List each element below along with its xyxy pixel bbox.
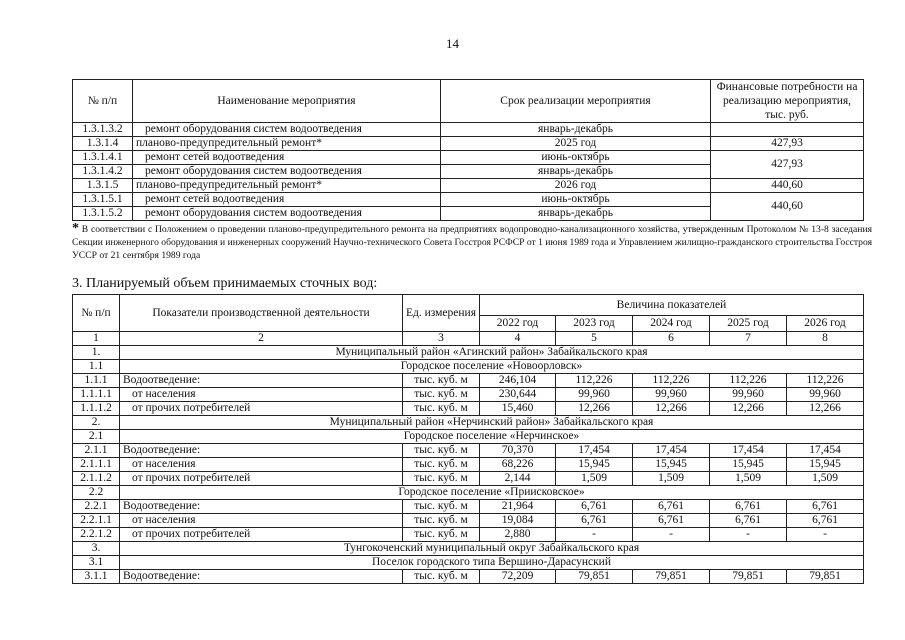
events-table (72, 79, 864, 221)
table-row (73, 151, 864, 165)
cell-num: 1.1.1.2 (73, 402, 120, 416)
cell-value: 6,761 (556, 500, 633, 514)
cell-value: 15,460 (480, 402, 556, 416)
section-title: 3. Планируемый объем принимаемых сточных вод: (72, 276, 378, 291)
cell-num: 1.1.1 (73, 374, 120, 388)
cell-num: 1.3.1.5.2 (73, 207, 133, 221)
cell-num: 3. (73, 542, 120, 556)
cell-value: 79,851 (556, 570, 633, 584)
col-num: 3 (403, 332, 480, 346)
cell-value: 6,761 (633, 500, 710, 514)
cell-value: 230,644 (480, 388, 556, 402)
cell-unit: тыс. куб. м (403, 472, 480, 486)
cell-num: 2. (73, 416, 120, 430)
cell-unit: тыс. куб. м (403, 570, 480, 584)
cell-value: 99,960 (710, 388, 787, 402)
cell-value: 1,509 (633, 472, 710, 486)
table-row (73, 402, 864, 416)
cell-num: 3.1.1 (73, 570, 120, 584)
cell-num: 3.1 (73, 556, 120, 570)
group-label: Городское поселение «Новоорловск» (120, 360, 864, 374)
cell-num: 2.2.1 (73, 500, 120, 514)
footnote-star: * (72, 221, 79, 236)
cell-unit: тыс. куб. м (403, 458, 480, 472)
cell-term: январь-декабрь (441, 165, 711, 179)
cell-indicator: Водоотведение: (120, 570, 403, 584)
header-year: 2023 год (556, 316, 633, 332)
cell-finance: 427,93 (711, 151, 864, 179)
cell-value: 112,226 (556, 374, 633, 388)
cell-value: 17,454 (556, 444, 633, 458)
table-row (73, 137, 864, 151)
cell-indicator: Водоотведение: (120, 374, 403, 388)
header-finance: Финансовые потребности на реализацию мероприятия, тыс. руб. (711, 80, 864, 123)
cell-unit: тыс. куб. м (403, 528, 480, 542)
cell-indicator: от населения (120, 458, 403, 472)
col-num: 5 (556, 332, 633, 346)
cell-indicator: от населения (120, 514, 403, 528)
table-row (73, 388, 864, 402)
cell-value: 72,209 (480, 570, 556, 584)
cell-value: 15,945 (556, 458, 633, 472)
cell-value: 79,851 (710, 570, 787, 584)
group-row (73, 360, 864, 374)
cell-value: 1,509 (710, 472, 787, 486)
header-indicator: Показатели производственной деятельности (120, 295, 403, 332)
footnote-text: В соответствии с Положением о проведении планово-предупредительного ремонта на предприятиях водопроводно-канализационного хозяйства, утвержденным Протоколом № 13-8 заседания Секции инженерного оборудования и инженерных сооружений Научно-технического Совета Госстроя РСФСР от 1 июня 1989 года и Управлением жилищно-гражданского строительства Госстроя УССР от 21 сентября 1989 года (72, 224, 873, 261)
cell-value: 12,266 (556, 402, 633, 416)
table-row (73, 458, 864, 472)
footnote (72, 222, 872, 262)
cell-unit: тыс. куб. м (403, 402, 480, 416)
cell-name: планово-предупредительный ремонт* (133, 137, 441, 151)
cell-name: ремонт сетей водоотведения (133, 151, 441, 165)
group-row (73, 430, 864, 444)
cell-num: 2.2 (73, 486, 120, 500)
cell-finance: 440,60 (711, 179, 864, 193)
cell-unit: тыс. куб. м (403, 388, 480, 402)
cell-term: 2025 год (441, 137, 711, 151)
header-year: 2022 год (480, 316, 556, 332)
table-row (73, 193, 864, 207)
header-num: № п/п (73, 80, 133, 123)
cell-value: 2,144 (480, 472, 556, 486)
table-row (73, 179, 864, 193)
cell-num: 2.1.1 (73, 444, 120, 458)
cell-value: 70,370 (480, 444, 556, 458)
cell-term: июнь-октябрь (441, 193, 711, 207)
cell-value: 12,266 (710, 402, 787, 416)
col-num: 8 (787, 332, 864, 346)
table-row (73, 528, 864, 542)
cell-indicator: от прочих потребителей (120, 528, 403, 542)
cell-term: июнь-октябрь (441, 151, 711, 165)
cell-value: 79,851 (787, 570, 864, 584)
cell-num: 1.3.1.4.2 (73, 165, 133, 179)
cell-value: 99,960 (556, 388, 633, 402)
cell-value: 21,964 (480, 500, 556, 514)
cell-value: 112,226 (633, 374, 710, 388)
group-row (73, 556, 864, 570)
cell-finance: 427,93 (711, 137, 864, 151)
header-year: 2024 год (633, 316, 710, 332)
table-row (73, 570, 864, 584)
cell-value: 6,761 (787, 514, 864, 528)
col-num: 7 (710, 332, 787, 346)
group-label: Муниципальный район «Нерчинский район» Забайкальского края (120, 416, 864, 430)
cell-value: 6,761 (633, 514, 710, 528)
cell-name: планово-предупредительный ремонт* (133, 179, 441, 193)
cell-value: 1,509 (556, 472, 633, 486)
cell-indicator: от прочих потребителей (120, 402, 403, 416)
group-row (73, 346, 864, 360)
header-values: Величина показателей (480, 295, 864, 316)
cell-value: 112,226 (710, 374, 787, 388)
cell-num: 1.1 (73, 360, 120, 374)
cell-num: 2.1 (73, 430, 120, 444)
cell-name: ремонт оборудования систем водоотведения (133, 165, 441, 179)
col-num: 6 (633, 332, 710, 346)
wastewater-table (72, 294, 864, 584)
cell-value: 6,761 (710, 514, 787, 528)
group-row (73, 542, 864, 556)
cell-value: 2,880 (480, 528, 556, 542)
col-num: 2 (120, 332, 403, 346)
cell-value: 6,761 (556, 514, 633, 528)
header-term: Срок реализации мероприятия (441, 80, 711, 123)
cell-indicator: Водоотведение: (120, 500, 403, 514)
cell-value: 99,960 (633, 388, 710, 402)
cell-term: январь-декабрь (441, 123, 711, 137)
cell-value: 17,454 (633, 444, 710, 458)
group-label: Городское поселение «Приисковское» (120, 486, 864, 500)
cell-value: - (710, 528, 787, 542)
cell-num: 2.2.1.2 (73, 528, 120, 542)
cell-term: январь-декабрь (441, 207, 711, 221)
cell-num: 2.1.1.2 (73, 472, 120, 486)
cell-indicator: Водоотведение: (120, 444, 403, 458)
cell-unit: тыс. куб. м (403, 514, 480, 528)
cell-value: 17,454 (787, 444, 864, 458)
header-year: 2025 год (710, 316, 787, 332)
table-header-row (73, 295, 864, 316)
cell-num: 2.2.1.1 (73, 514, 120, 528)
cell-num: 1.3.1.4.1 (73, 151, 133, 165)
cell-num: 1.3.1.4 (73, 137, 133, 151)
cell-value: 1,509 (787, 472, 864, 486)
cell-value: - (633, 528, 710, 542)
cell-term: 2026 год (441, 179, 711, 193)
cell-value: 15,945 (710, 458, 787, 472)
header-year: 2026 год (787, 316, 864, 332)
cell-value: 17,454 (710, 444, 787, 458)
table-row (73, 500, 864, 514)
table-header-row (73, 80, 864, 123)
cell-unit: тыс. куб. м (403, 500, 480, 514)
cell-value: 12,266 (633, 402, 710, 416)
cell-value: 79,851 (633, 570, 710, 584)
cell-name: ремонт сетей водоотведения (133, 193, 441, 207)
cell-value: 112,226 (787, 374, 864, 388)
cell-value: - (787, 528, 864, 542)
table-body (73, 346, 864, 584)
cell-finance: 440,60 (711, 193, 864, 221)
cell-value: 15,945 (787, 458, 864, 472)
cell-num: 1.3.1.5 (73, 179, 133, 193)
table-row (73, 374, 864, 388)
group-label: Городское поселение «Нерчинское» (120, 430, 864, 444)
group-row (73, 486, 864, 500)
table-row (73, 472, 864, 486)
cell-value: 246,104 (480, 374, 556, 388)
cell-indicator: от населения (120, 388, 403, 402)
header-unit: Ед. измерения (403, 295, 480, 332)
cell-num: 1. (73, 346, 120, 360)
group-label: Муниципальный район «Агинский район» Забайкальского края (120, 346, 864, 360)
cell-value: 6,761 (710, 500, 787, 514)
table-row (73, 514, 864, 528)
cell-num: 1.3.1.5.1 (73, 193, 133, 207)
header-num: № п/п (73, 295, 120, 332)
cell-unit: тыс. куб. м (403, 374, 480, 388)
cell-num: 1.3.1.3.2 (73, 123, 133, 137)
table-row (73, 444, 864, 458)
cell-num: 1.1.1.1 (73, 388, 120, 402)
group-label: Тунгокоченский муниципальный округ Забайкальского края (120, 542, 864, 556)
column-number-row (73, 332, 864, 346)
cell-value: 15,945 (633, 458, 710, 472)
page-number: 14 (446, 36, 459, 51)
cell-num: 2.1.1.1 (73, 458, 120, 472)
col-num: 4 (480, 332, 556, 346)
cell-value: 99,960 (787, 388, 864, 402)
cell-value: 12,266 (787, 402, 864, 416)
cell-indicator: от прочих потребителей (120, 472, 403, 486)
group-row (73, 416, 864, 430)
cell-value: 6,761 (787, 500, 864, 514)
header-name: Наименование мероприятия (133, 80, 441, 123)
cell-value: 19,084 (480, 514, 556, 528)
cell-name: ремонт оборудования систем водоотведения (133, 207, 441, 221)
cell-value: 68,226 (480, 458, 556, 472)
col-num: 1 (73, 332, 120, 346)
cell-unit: тыс. куб. м (403, 444, 480, 458)
cell-name: ремонт оборудования систем водоотведения (133, 123, 441, 137)
cell-finance (711, 123, 864, 137)
group-label: Поселок городского типа Вершино-Дарасунский (120, 556, 864, 570)
table-row (73, 123, 864, 137)
cell-value: - (556, 528, 633, 542)
